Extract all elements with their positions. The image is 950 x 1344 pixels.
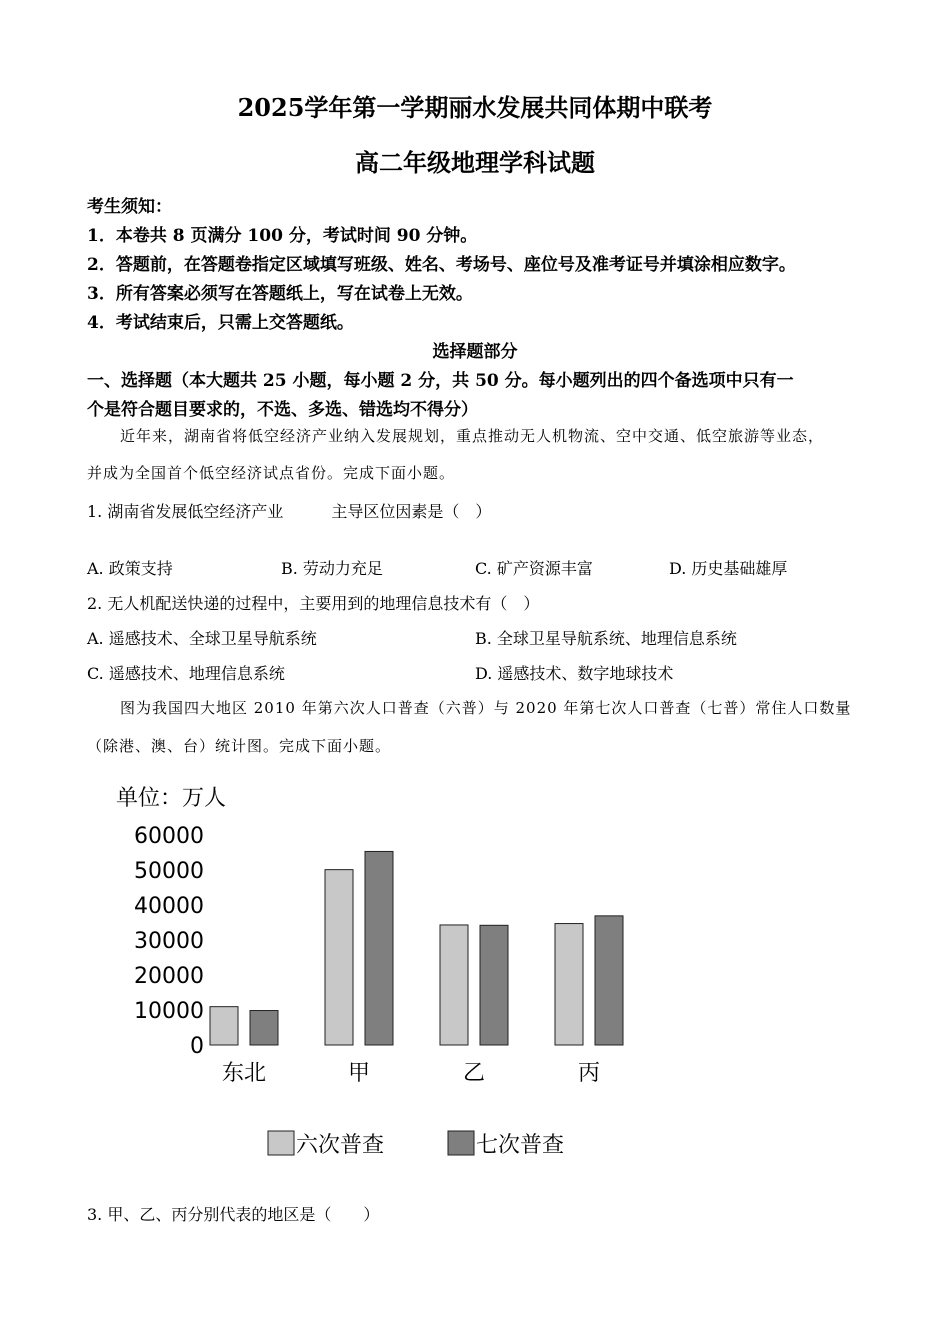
bar-seventh-census xyxy=(365,851,393,1045)
notice-item: 4．考试结束后，只需上交答题纸。 xyxy=(87,313,354,333)
notice-item: 3．所有答案必须写在答题纸上，写在试卷上无效。 xyxy=(87,284,473,304)
part-title: 选择题部分 xyxy=(432,342,518,362)
legend-swatch xyxy=(268,1131,294,1155)
y-tick-label: 50000 xyxy=(134,859,204,884)
bar-seventh-census xyxy=(250,1011,278,1045)
x-category-label: 乙 xyxy=(462,1061,486,1086)
bar-sixth-census xyxy=(210,1007,238,1045)
passage-text: 并成为全国首个低空经济试点省份。完成下面小题。 xyxy=(87,464,456,482)
option-c: C. 矿产资源丰富 xyxy=(475,559,593,578)
option-a: A. 遥感技术、全球卫星导航系统 xyxy=(87,629,317,648)
passage-text: 图为我国四大地区 2010 年第六次人口普查（六普）与 2020 年第七次人口普查（七普）常住人口数量 xyxy=(120,699,852,717)
section-instruction-cont: 个是符合题目要求的，不选、多选、错选均不得分） xyxy=(87,400,478,420)
bar-seventh-census xyxy=(595,916,623,1045)
bar-sixth-census xyxy=(440,925,468,1045)
legend-swatch xyxy=(448,1131,474,1155)
passage-text: 近年来，湖南省将低空经济产业纳入发展规划，重点推动无人机物流、空中交通、低空旅游等业态， xyxy=(120,427,825,445)
x-category-label: 东北 xyxy=(221,1061,267,1086)
bar-sixth-census xyxy=(325,870,353,1045)
exam-title: 2025学年第一学期丽水发展共同体期中联考 xyxy=(237,93,713,122)
exam-subtitle: 高二年级地理学科试题 xyxy=(355,148,595,177)
y-tick-label: 10000 xyxy=(134,999,204,1024)
legend-label: 七次普查 xyxy=(476,1133,565,1158)
option-a: A. 政策支持 xyxy=(87,559,173,578)
chart-unit-label: 单位：万人 xyxy=(116,786,227,811)
option-d: D. 历史基础雄厚 xyxy=(669,559,788,578)
option-b: B. 劳动力充足 xyxy=(281,559,383,578)
y-tick-label: 60000 xyxy=(134,824,204,849)
option-b: B. 全球卫星导航系统、地理信息系统 xyxy=(475,629,737,648)
bar-seventh-census xyxy=(480,925,508,1045)
x-category-label: 甲 xyxy=(347,1061,371,1086)
question-stem: 2. 无人机配送快递的过程中，主要用到的地理信息技术有（ ） xyxy=(87,594,540,613)
question-stem: 3. 甲、乙、丙分别代表的地区是（ ） xyxy=(87,1205,380,1224)
section-instruction: 一、选择题（本大题共 25 小题，每小题 2 分，共 50 分。每小题列出的四个备选项中只有一 xyxy=(87,371,794,391)
bar-sixth-census xyxy=(555,924,583,1045)
population-bar-chart xyxy=(100,775,640,1175)
x-category-label: 丙 xyxy=(577,1061,601,1086)
y-tick-label: 20000 xyxy=(134,964,204,989)
notice-heading: 考生须知： xyxy=(87,197,172,217)
y-tick-label: 0 xyxy=(190,1034,204,1059)
question-stem: 1. 湖南省发展低空经济产业 主导区位因素是（ ） xyxy=(87,502,492,521)
option-d: D. 遥感技术、数字地球技术 xyxy=(475,664,674,683)
y-tick-label: 30000 xyxy=(134,929,204,954)
option-c: C. 遥感技术、地理信息系统 xyxy=(87,664,285,683)
legend-label: 六次普查 xyxy=(296,1133,385,1158)
y-tick-label: 40000 xyxy=(134,894,204,919)
notice-item: 1．本卷共 8 页满分 100 分，考试时间 90 分钟。 xyxy=(87,226,478,246)
passage-text: （除港、澳、台）统计图。完成下面小题。 xyxy=(87,737,392,755)
notice-item: 2．答题前，在答题卷指定区域填写班级、姓名、考场号、座位号及准考证号并填涂相应数字。 xyxy=(87,255,796,275)
